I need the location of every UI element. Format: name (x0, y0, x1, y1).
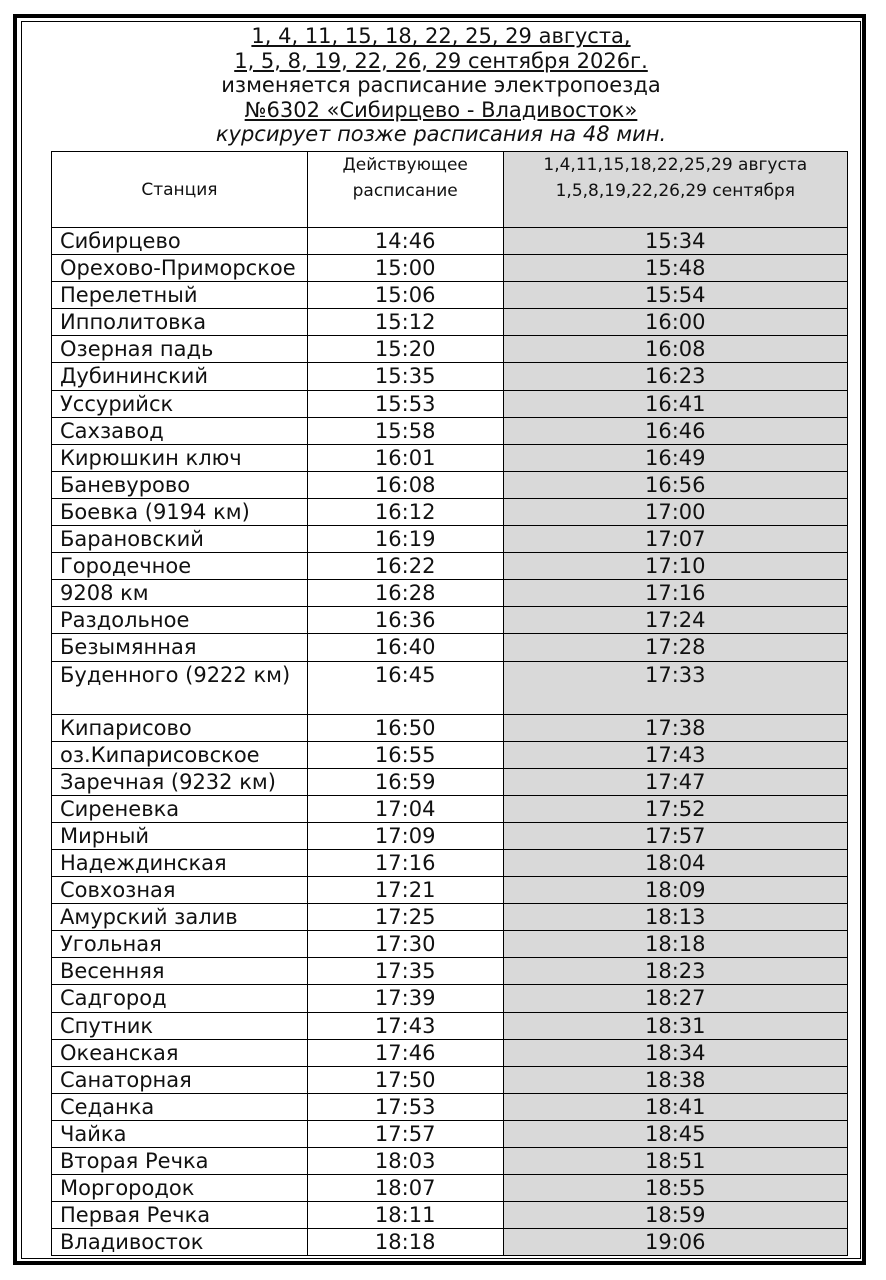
table-row (52, 985, 848, 1012)
current-time-cell: 16:19 (307, 526, 503, 553)
current-time-cell: 15:20 (307, 336, 503, 363)
current-time-cell: 17:35 (307, 958, 503, 985)
dates-september: 1, 5, 8, 19, 22, 26, 29 сентября 2026г. (234, 48, 648, 73)
station-cell: Первая Речка (52, 1202, 308, 1229)
new-header-line2: 1,5,8,19,22,26,29 сентября (555, 181, 795, 201)
new-time-cell: 18:34 (503, 1039, 847, 1066)
new-time-cell: 16:46 (503, 417, 847, 444)
table-row (52, 471, 848, 498)
notice-text: изменяется расписание электропоезда (221, 73, 661, 97)
table-row (52, 795, 848, 822)
new-time-cell: 17:00 (503, 498, 847, 525)
table-row (52, 1148, 848, 1175)
station-cell: Уссурийск (52, 390, 308, 417)
station-cell: Санаторная (52, 1066, 308, 1093)
new-time-cell: 17:57 (503, 822, 847, 849)
station-cell: Заречная (9232 км) (52, 768, 308, 795)
station-cell: 9208 км (52, 580, 308, 607)
station-cell: Владивосток (52, 1229, 308, 1256)
current-schedule-header (307, 152, 503, 228)
new-time-cell: 17:47 (503, 768, 847, 795)
new-time-cell: 17:24 (503, 607, 847, 634)
new-time-cell: 17:52 (503, 795, 847, 822)
current-header-line2: расписание (352, 181, 458, 201)
current-time-cell: 17:04 (307, 795, 503, 822)
new-time-cell: 18:13 (503, 904, 847, 931)
new-time-cell: 18:04 (503, 849, 847, 876)
station-cell: Мирный (52, 822, 308, 849)
current-time-cell: 16:40 (307, 634, 503, 661)
table-row (52, 634, 848, 661)
table-row (52, 1093, 848, 1120)
table-row (52, 1012, 848, 1039)
current-time-cell: 15:12 (307, 309, 503, 336)
table-row (52, 417, 848, 444)
current-time-cell: 18:11 (307, 1202, 503, 1229)
table-row (52, 849, 848, 876)
new-time-cell: 18:09 (503, 877, 847, 904)
station-cell: Раздольное (52, 607, 308, 634)
current-time-cell: 16:50 (307, 714, 503, 741)
notice-header (21, 24, 861, 147)
schedule-rows (52, 228, 848, 1256)
current-time-cell: 16:22 (307, 553, 503, 580)
table-row (52, 1229, 848, 1256)
current-time-cell: 17:50 (307, 1066, 503, 1093)
current-time-cell: 17:16 (307, 849, 503, 876)
station-cell: Угольная (52, 931, 308, 958)
table-row (52, 228, 848, 255)
table-row (52, 1066, 848, 1093)
current-time-cell: 18:03 (307, 1148, 503, 1175)
schedule-table (51, 151, 848, 1256)
current-time-cell: 16:12 (307, 498, 503, 525)
table-row (52, 741, 848, 768)
station-cell: Баневурово (52, 471, 308, 498)
station-cell: Весенняя (52, 958, 308, 985)
new-time-cell: 15:54 (503, 282, 847, 309)
current-time-cell: 16:59 (307, 768, 503, 795)
table-row (52, 877, 848, 904)
current-time-cell: 17:53 (307, 1093, 503, 1120)
table-row (52, 714, 848, 741)
new-time-cell: 17:38 (503, 714, 847, 741)
delay-note: курсирует позже расписания на 48 мин. (215, 122, 667, 146)
current-time-cell: 17:46 (307, 1039, 503, 1066)
new-header-line1: 1,4,11,15,18,22,25,29 августа (543, 155, 808, 175)
new-time-cell: 16:00 (503, 309, 847, 336)
current-time-cell: 16:28 (307, 580, 503, 607)
station-cell: оз.Кипарисовское (52, 741, 308, 768)
table-header-row (52, 152, 848, 228)
station-cell: Барановский (52, 526, 308, 553)
current-time-cell: 18:18 (307, 1229, 503, 1256)
table-row (52, 822, 848, 849)
station-cell: Кипарисово (52, 714, 308, 741)
new-time-cell: 17:10 (503, 553, 847, 580)
current-time-cell: 16:36 (307, 607, 503, 634)
station-cell: Перелетный (52, 282, 308, 309)
new-time-cell: 18:31 (503, 1012, 847, 1039)
new-time-cell: 17:28 (503, 634, 847, 661)
new-time-cell: 17:33 (503, 661, 847, 714)
new-time-cell: 17:07 (503, 526, 847, 553)
new-time-cell: 15:34 (503, 228, 847, 255)
table-row (52, 1120, 848, 1147)
current-time-cell: 15:00 (307, 255, 503, 282)
table-row (52, 580, 848, 607)
new-time-cell: 16:56 (503, 471, 847, 498)
station-cell: Совхозная (52, 877, 308, 904)
table-row (52, 255, 848, 282)
current-time-cell: 17:43 (307, 1012, 503, 1039)
new-time-cell: 16:49 (503, 444, 847, 471)
table-row (52, 931, 848, 958)
station-cell: Садгород (52, 985, 308, 1012)
current-time-cell: 14:46 (307, 228, 503, 255)
new-time-cell: 16:08 (503, 336, 847, 363)
station-cell: Боевка (9194 км) (52, 498, 308, 525)
table-row (52, 768, 848, 795)
new-time-cell: 16:23 (503, 363, 847, 390)
new-time-cell: 18:38 (503, 1066, 847, 1093)
station-cell: Орехово-Приморское (52, 255, 308, 282)
current-time-cell: 18:07 (307, 1175, 503, 1202)
station-cell: Дубининский (52, 363, 308, 390)
current-time-cell: 15:06 (307, 282, 503, 309)
current-time-cell: 17:21 (307, 877, 503, 904)
table-row (52, 661, 848, 714)
table-row (52, 336, 848, 363)
new-time-cell: 18:41 (503, 1093, 847, 1120)
station-cell: Чайка (52, 1120, 308, 1147)
station-cell: Ипполитовка (52, 309, 308, 336)
new-schedule-header (503, 152, 847, 228)
table-row (52, 309, 848, 336)
station-cell: Озерная падь (52, 336, 308, 363)
current-time-cell: 16:08 (307, 471, 503, 498)
current-time-cell: 15:58 (307, 417, 503, 444)
table-row (52, 282, 848, 309)
new-time-cell: 15:48 (503, 255, 847, 282)
new-time-cell: 18:59 (503, 1202, 847, 1229)
station-cell: Моргородок (52, 1175, 308, 1202)
new-time-cell: 17:43 (503, 741, 847, 768)
current-time-cell: 17:39 (307, 985, 503, 1012)
new-time-cell: 16:41 (503, 390, 847, 417)
current-time-cell: 17:25 (307, 904, 503, 931)
table-row (52, 390, 848, 417)
station-column-header: Станция (52, 152, 308, 228)
table-row (52, 607, 848, 634)
table-row (52, 1202, 848, 1229)
station-cell: Буденного (9222 км) (52, 661, 308, 714)
new-time-cell: 18:27 (503, 985, 847, 1012)
station-cell: Седанка (52, 1093, 308, 1120)
new-time-cell: 18:45 (503, 1120, 847, 1147)
new-time-cell: 18:23 (503, 958, 847, 985)
train-route: №6302 «Сибирцево - Владивосток» (244, 97, 638, 122)
table-row (52, 363, 848, 390)
table-row (52, 498, 848, 525)
table-row (52, 444, 848, 471)
station-cell: Амурский залив (52, 904, 308, 931)
current-header-line1: Действующее (342, 155, 468, 175)
table-row (52, 526, 848, 553)
current-time-cell: 16:55 (307, 741, 503, 768)
station-cell: Городечное (52, 553, 308, 580)
table-row (52, 904, 848, 931)
station-cell: Сиреневка (52, 795, 308, 822)
table-row (52, 958, 848, 985)
table-row (52, 1039, 848, 1066)
new-time-cell: 18:18 (503, 931, 847, 958)
new-time-cell: 18:55 (503, 1175, 847, 1202)
current-time-cell: 16:01 (307, 444, 503, 471)
table-row (52, 1175, 848, 1202)
station-cell: Сахзавод (52, 417, 308, 444)
current-time-cell: 15:53 (307, 390, 503, 417)
new-time-cell: 19:06 (503, 1229, 847, 1256)
current-time-cell: 17:57 (307, 1120, 503, 1147)
dates-august: 1, 4, 11, 15, 18, 22, 25, 29 августа, (251, 24, 631, 48)
current-time-cell: 16:45 (307, 661, 503, 714)
table-row (52, 553, 848, 580)
new-time-cell: 17:16 (503, 580, 847, 607)
station-cell: Спутник (52, 1012, 308, 1039)
new-time-cell: 18:51 (503, 1148, 847, 1175)
current-time-cell: 15:35 (307, 363, 503, 390)
station-cell: Кирюшкин ключ (52, 444, 308, 471)
current-time-cell: 17:09 (307, 822, 503, 849)
station-cell: Безымянная (52, 634, 308, 661)
station-cell: Вторая Речка (52, 1148, 308, 1175)
station-cell: Океанская (52, 1039, 308, 1066)
station-cell: Сибирцево (52, 228, 308, 255)
station-cell: Надеждинская (52, 849, 308, 876)
current-time-cell: 17:30 (307, 931, 503, 958)
